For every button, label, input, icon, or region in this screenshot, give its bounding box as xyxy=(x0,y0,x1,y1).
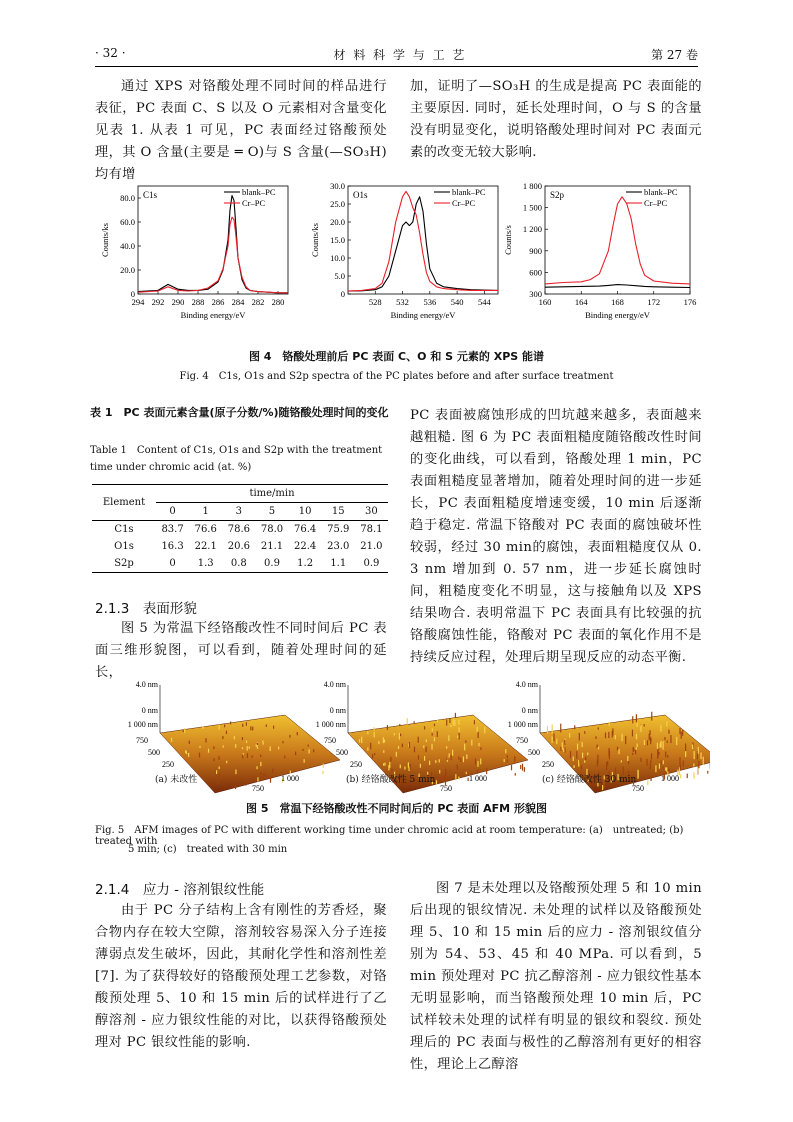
value-cell: 21.0 xyxy=(360,541,383,552)
fig5-caption-en-2: 5 min; (c) treated with 30 min xyxy=(128,844,288,855)
x-tick-label: 172 xyxy=(647,297,661,307)
table1-title-cn: 表 1 PC 表面元素含量(原子分数/%)随铬酸处理时间的变化 xyxy=(90,406,389,419)
y-tick-label: 750 xyxy=(516,736,528,745)
fig5-caption-cn: 图 5 常温下经铬酸改性不同时间后的 PC 表面 AFM 形貌图 xyxy=(246,802,547,815)
x-tick-label: 164 xyxy=(574,297,588,307)
y-tick-label: 40.0 xyxy=(120,241,135,251)
y-tick-label: 600 xyxy=(529,267,542,278)
y-tick-label: 250 xyxy=(350,760,362,769)
y-tick-label: 500 xyxy=(148,748,160,757)
x-tick-label: 1 000 xyxy=(469,774,487,783)
x-tick-label: 168 xyxy=(611,297,624,307)
z-max-label: 4.0 nm xyxy=(135,680,158,689)
table1 xyxy=(92,484,388,573)
x-tick-label xyxy=(404,794,416,795)
y-1000-label: 1 000 nm xyxy=(315,720,346,729)
fig4-caption-en: Fig. 4 C1s, O1s and S2p spectra of the PC plates before and after surface treatment xyxy=(179,371,614,382)
plot-frame xyxy=(348,186,498,294)
value-cell: 76.6 xyxy=(194,524,217,535)
plot-frame xyxy=(545,186,690,294)
x-tick-label: 540 xyxy=(450,297,464,307)
legend-label: Cr–PC xyxy=(242,198,266,208)
x-tick-label: 750 xyxy=(252,784,264,793)
x-tick-label xyxy=(596,794,608,795)
y-tick-label: 1 500 xyxy=(522,202,542,213)
x-tick-label: 1 000 xyxy=(281,774,299,783)
element-cell: S2p xyxy=(114,558,134,569)
time-cell: 10 xyxy=(298,506,312,517)
value-cell: 1.2 xyxy=(297,558,314,569)
value-cell: 0.9 xyxy=(264,558,280,569)
y-tick-label: 10.0 xyxy=(330,253,345,263)
value-cell: 0.8 xyxy=(230,558,247,569)
fig4-caption-cn: 图 4 铬酸处理前后 PC 表面 C、O 和 S 元素的 XPS 能谱 xyxy=(248,350,545,363)
value-cell: 1.3 xyxy=(197,558,214,569)
legend-label: Cr–PC xyxy=(452,198,476,208)
element-cell: O1s xyxy=(114,541,134,552)
section-2-1-4-heading: 2.1.4 应力 - 溶剂银纹性能 xyxy=(95,882,265,898)
y-tick-label: 750 xyxy=(136,736,148,745)
col-time: time/min xyxy=(156,485,388,503)
y-tick-label: 20.0 xyxy=(330,217,345,227)
x-tick-label xyxy=(216,794,228,795)
legend-label: blank–PC xyxy=(452,187,486,197)
y-axis-label: Counts/s xyxy=(503,225,513,255)
y-1000-label: 1 000 nm xyxy=(507,720,538,729)
value-cell: 23.0 xyxy=(327,541,350,552)
y-tick-label: 0 xyxy=(130,289,135,299)
y-tick-label: 250 xyxy=(162,760,174,769)
element-cell: C1s xyxy=(114,524,134,535)
journal-title: 材 料 科 学 与 工 艺 xyxy=(333,48,467,62)
plot-frame xyxy=(138,186,288,294)
value-cell: 16.3 xyxy=(161,541,184,552)
y-axis-label: Counts/ks xyxy=(100,222,110,258)
time-cell: 30 xyxy=(365,506,378,517)
x-tick-label: 294 xyxy=(131,297,145,307)
x-tick-label: 544 xyxy=(477,297,491,307)
series-line-blank-pc xyxy=(545,285,690,288)
x-axis-label: Binding energy/eV xyxy=(585,310,650,320)
y-tick-label: 300 xyxy=(529,289,542,299)
afm-label-c: (c) 经铬酸改性 30 min xyxy=(542,775,637,785)
value-cell: 22.4 xyxy=(294,541,317,552)
time-cell: 5 xyxy=(268,506,276,517)
y-tick-label: 0 xyxy=(340,289,345,299)
element-label: O1s xyxy=(353,190,368,200)
x-tick-label: 750 xyxy=(632,784,644,793)
afm-label-b: (b) 经铬酸改性 5 min xyxy=(346,775,436,785)
col-element: Element xyxy=(102,497,146,508)
value-cell: 21.1 xyxy=(260,541,284,552)
series-line-cr-pc xyxy=(138,217,288,293)
chart-s2p xyxy=(503,181,696,320)
value-cell: 1.1 xyxy=(330,558,347,569)
value-cell: 20.6 xyxy=(227,541,250,552)
chart-c1s xyxy=(100,186,288,320)
x-tick-label: 532 xyxy=(396,297,409,307)
x-tick-label: 282 xyxy=(251,297,265,307)
fig5-caption-en-1: Fig. 5 AFM images of PC with different working time under chromic acid at room temperature: (a) untreated; (b) treated with xyxy=(95,825,694,847)
y-1000-label: 1 000 nm xyxy=(127,720,158,729)
table-row xyxy=(92,521,388,539)
series-line-blank-pc xyxy=(348,197,498,291)
value-cell: 75.9 xyxy=(327,524,350,535)
legend-label: Cr–PC xyxy=(644,198,668,208)
x-axis-label: Binding energy/eV xyxy=(390,310,456,320)
y-tick-label: 25.0 xyxy=(330,199,345,209)
y-tick-label: 1 800 xyxy=(522,181,542,191)
y-tick-label: 30.0 xyxy=(330,181,345,191)
volume-label: 第 27 卷 xyxy=(651,48,698,62)
x-tick-label: 286 xyxy=(211,297,225,307)
x-tick-label: 288 xyxy=(191,297,205,307)
table-row xyxy=(92,555,388,573)
y-tick-label: 15.0 xyxy=(330,235,345,245)
y-tick-label: 1 200 xyxy=(522,224,542,235)
section-2-1-4-left-paragraph: 由于 PC 分子结构上含有刚性的芳香烃，聚合物内存在较大空隙，溶剂较容易深入分子连接薄弱点发生破坏，因此，其耐化学性和溶剂性差[7]. 为了获得较好的铬酸预处理工艺参数，对铬酸预处理 5、10 和 15 min 后的试样进行了乙醇溶剂 - 应力银纹性能的对比，以获得铬酸预处理对 PC 银纹性能的影响. xyxy=(95,903,387,1050)
y-tick-label: 5.0 xyxy=(334,271,345,281)
x-axis-label: Binding energy/eV xyxy=(180,310,246,320)
element-label: C1s xyxy=(143,190,158,200)
value-cell: 78.1 xyxy=(360,524,383,535)
value-cell: 0 xyxy=(169,558,176,569)
page-number: · 32 · xyxy=(95,46,126,60)
y-tick-label: 750 xyxy=(324,736,336,745)
afm-label-a: (a) 未改性 xyxy=(155,775,198,785)
section-2-1-3-paragraph: 图 5 为常温下经铬酸改性不同时间后 PC 表面三维形貌图，可以看到，随着处理时间的延长， xyxy=(95,621,387,680)
series-line-cr-pc xyxy=(348,191,498,291)
x-tick-label: 160 xyxy=(538,297,552,307)
x-tick-label: 750 xyxy=(440,784,452,793)
series-line-cr-pc xyxy=(545,197,690,284)
value-cell: 78.6 xyxy=(227,524,250,535)
value-cell: 0.9 xyxy=(363,558,380,569)
roughness-paragraph: PC 表面被腐蚀形成的凹坑越来越多，表面越来越粗糙. 图 6 为 PC 表面粗糙度随铬酸改性时间的变化曲线，可以看到，铬酸处理 1 min，PC 表面粗糙度显著增加，随着处理时间的进一步延长，PC 表面粗糙度增速变缓，10 min 后逐渐趋于稳定. 常温下铬酸对 PC 表面的腐蚀破坏性较弱，经过 30 min的腐蚀，表面粗糙度仅从 0. 3 nm 增加到 0. 57 nm，进一步延长腐蚀时间，粗糙度变化不明显，这与接触角以及 XPS 结果吻合. 表明常温下 PC 表面具有比较强的抗铬酸腐蚀性能，铬酸对 PC 表面的氧化作用不是持续反应过程，处理后期呈现反应的动态平衡. xyxy=(410,408,702,665)
y-tick-label: 80.0 xyxy=(120,193,135,203)
fig4-charts xyxy=(90,176,710,336)
series-line-blank-pc xyxy=(138,196,288,293)
y-tick-label: 500 xyxy=(336,748,348,757)
value-cell: 78.0 xyxy=(260,524,284,535)
section-2-1-3-heading: 2.1.3 表面形貌 xyxy=(95,601,197,617)
time-cell: 3 xyxy=(235,506,243,517)
top-left-paragraph: 通过 XPS 对铬酸处理不同时间的样品进行表征，PC 表面 C、S 以及 O 元素相对含量变化见表 1. 从表 1 可见，PC 表面经过铬酸预处理，其 O 含量(主要是 ═ O)与 S 含量(—SO₃H)均有增 xyxy=(95,79,387,182)
time-cell: 15 xyxy=(331,506,345,517)
x-tick-label: 536 xyxy=(423,297,437,307)
z-zero-label: 0 nm xyxy=(141,706,158,715)
value-cell: 76.4 xyxy=(294,524,317,535)
header-rule xyxy=(95,66,698,67)
z-max-label: 4.0 nm xyxy=(515,680,538,689)
time-cell: 1 xyxy=(202,506,209,517)
table1-title-en: Table 1 Content of C1s, O1s and S2p with the treatment time under chromic acid (at. %) xyxy=(90,445,383,473)
time-cell: 0 xyxy=(169,506,176,517)
legend-label: blank–PC xyxy=(644,187,678,197)
x-tick-label: 528 xyxy=(368,297,382,307)
top-right-paragraph: 加，证明了—SO₃H 的生成是提高 PC 表面能的主要原因. 同时，延长处理时间，O 与 S 的含量没有明显变化，说明铬酸处理时间对 PC 表面元素的改变无较大影响. xyxy=(410,79,702,160)
table-row xyxy=(92,538,388,555)
x-tick-label: 290 xyxy=(171,297,185,307)
z-zero-label: 0 nm xyxy=(329,706,346,715)
y-tick-label: 250 xyxy=(542,760,554,769)
z-max-label: 4.0 nm xyxy=(323,680,346,689)
value-cell: 83.7 xyxy=(161,524,184,535)
chart-o1s xyxy=(310,181,498,320)
x-tick-label: 1 000 xyxy=(661,774,679,783)
x-tick-label: 284 xyxy=(231,297,245,307)
y-tick-label: 20.0 xyxy=(120,265,135,275)
y-tick-label: 500 xyxy=(528,748,540,757)
x-tick-label: 292 xyxy=(151,297,165,307)
y-axis-label: Counts/ks xyxy=(310,222,320,258)
legend-label: blank–PC xyxy=(242,187,276,197)
value-cell: 22.1 xyxy=(194,541,217,552)
y-tick-label: 900 xyxy=(529,245,542,256)
x-tick-label: 280 xyxy=(271,297,285,307)
x-tick-label: 176 xyxy=(683,297,697,307)
section-2-1-4-right-paragraph: 图 7 是未处理以及铬酸预处理 5 和 10 min 后出现的银纹情况. 未处理的试样以及铬酸预处理 5、10 和 15 min 后的应力 - 溶剂银纹值分别为 54、53、45 和 40 MPa. 可以看到，5 min 预处理对 PC 抗乙醇溶剂 - 应力银纹性基本无明显影响，而当铬酸预处理 10 min 后，PC 试样较未处理的试样有明显的银纹和裂纹. 预处理后的 PC 表面与极性的乙醇溶剂有更好的相容性，理论上乙醇溶 xyxy=(410,881,702,1072)
z-zero-label: 0 nm xyxy=(521,706,538,715)
y-tick-label: 60.0 xyxy=(120,217,135,227)
element-label: S2p xyxy=(550,190,565,200)
